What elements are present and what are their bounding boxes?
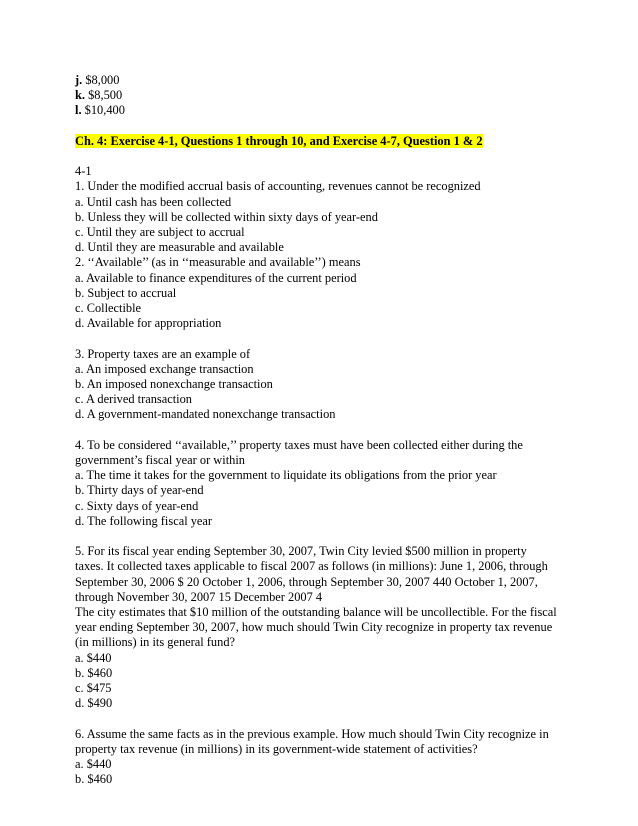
answer-j <box>75 73 575 88</box>
option: c. Until they are subject to accrual <box>75 225 245 239</box>
question-5-line: (in millions) in its general fund? <box>75 635 236 650</box>
question-6-line: 6. Assume the same facts as in the previous example. How much should Twin City recognize in <box>75 726 549 741</box>
answer-value: $10,400 <box>84 103 125 118</box>
answer-l <box>75 103 575 118</box>
question-5-line: through November 30, 2007 15 December 2007 4 <box>75 589 323 604</box>
option: a. An imposed exchange transaction <box>75 361 254 376</box>
answer-letter: l. <box>75 103 82 118</box>
answer-letter: j. <box>75 73 83 87</box>
option: c. Collectible <box>75 301 142 316</box>
document-page <box>75 73 575 787</box>
option: b. Unless they will be collected within sixty days of year-end <box>75 209 378 224</box>
option: b. An imposed nonexchange transaction <box>75 377 273 392</box>
question-3: 3. Property taxes are an example of <box>75 346 251 361</box>
answer-value: $8,500 <box>88 88 123 103</box>
option: a. The time it takes for the government to liquidate its obligations from the prior year <box>75 468 497 483</box>
question-5-line: 5. For its fiscal year ending September 30, 2007, Twin City levied $500 million in property <box>75 544 527 559</box>
option: d. $490 <box>75 696 113 711</box>
question-2: 2. ‘‘Available’’ (as in ‘‘measurable and available’’) means <box>75 255 361 270</box>
option: b. $460 <box>75 772 113 787</box>
answer-k <box>75 88 575 103</box>
question-5-line: taxes. It collected taxes applicable to fiscal 2007 as follows (in millions): June 1, 2006, through <box>75 559 548 574</box>
question-5-line: year ending September 30, 2007, how much should Twin City recognize in property tax revenue <box>75 620 553 635</box>
option: a. $440 <box>75 757 112 772</box>
exercise-label: 4-1 <box>75 164 92 179</box>
option: b. Subject to accrual <box>75 285 177 300</box>
option: a. Until cash has been collected <box>75 194 232 209</box>
answer-letter: k. <box>75 88 85 103</box>
option: d. Until they are measurable and available <box>75 240 284 255</box>
question-5-line: September 30, 2006 $ 20 October 1, 2006, through September 30, 2007 440 October 1, 2007, <box>75 574 538 589</box>
option: c. Sixty days of year-end <box>75 498 199 513</box>
question-4-line: 4. To be considered ‘‘available,’’ property taxes must have been collected either during the <box>75 437 523 452</box>
answer-value: $8,000 <box>85 73 120 87</box>
option: d. A government-mandated nonexchange transaction <box>75 407 336 422</box>
chapter-heading: Ch. 4: Exercise 4-1, Questions 1 through 10, and Exercise 4-7, Question 1 & 2 <box>75 133 483 148</box>
option: c. A derived transaction <box>75 392 192 407</box>
question-5-line: The city estimates that $10 million of the outstanding balance will be uncollectible. For the fiscal <box>75 605 557 620</box>
chapter-heading-line <box>75 134 575 149</box>
option: d. Available for appropriation <box>75 316 222 331</box>
question-6-line: property tax revenue (in millions) in its government-wide statement of activities? <box>75 741 478 756</box>
option: c. $475 <box>75 681 112 696</box>
option: d. The following fiscal year <box>75 513 213 528</box>
option: b. $460 <box>75 665 113 680</box>
option: a. Available to finance expenditures of the current period <box>75 270 357 285</box>
option: b. Thirty days of year-end <box>75 483 204 498</box>
question-1: 1. Under the modified accrual basis of accounting, revenues cannot be recognized <box>75 179 481 194</box>
question-4-line: government’s fiscal year or within <box>75 453 245 468</box>
option: a. $440 <box>75 650 112 665</box>
